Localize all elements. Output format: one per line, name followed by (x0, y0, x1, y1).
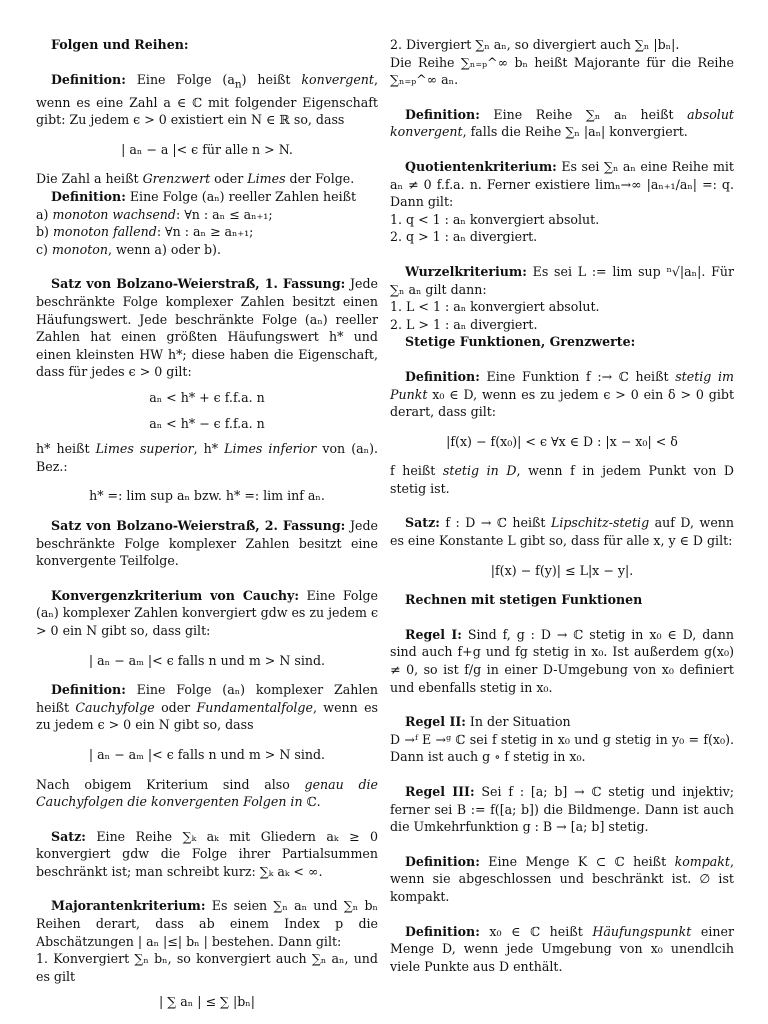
text-span: , wenn es eine Zahl a ∈ ℂ mit folgender Eigenschaft gibt: Zu jedem ϵ > 0 existiert ein N ∈ ℝ so, dass (36, 71, 378, 128)
formula-majorante: | ∑ aₙ | ≤ ∑ |bₙ| (159, 994, 255, 1010)
definition-cauchyfolge (36, 681, 378, 734)
wurz-item-2: 2. L > 1 : aₙ divergiert. (390, 316, 538, 332)
text-span: Fundamentalfolge (196, 699, 313, 715)
definition-kompakt (390, 853, 734, 906)
regel-2-body: D →ᶠ E →ᵍ ℂ sei f stetig in x₀ und g stetig in y₀ = f(x₀). Dann ist auch g ∘ f stetig in x₀. (390, 731, 734, 765)
keyword: Limes (247, 171, 286, 187)
text-span: b) (36, 224, 53, 240)
text-span: , h* (193, 441, 225, 457)
text-span: Limes superior (95, 441, 194, 457)
definition-konvergent: Definition: Eine Folge $(a_n)$ heißt konvergent, wenn es eine Zahl a ∈ ℂ mit folgender Eigenschaft gibt: Zu jedem ϵ > 0 existiert ein N ∈ ℝ so, dass (36, 71, 378, 128)
text-span: , wenn es zu jedem ϵ > 0 ein N gibt so, dass (36, 699, 378, 733)
text-span: f : D → ℂ heißt (439, 515, 551, 531)
text-span: Limes inferior (224, 441, 317, 457)
text-span: von (aₙ). Bez.: (36, 441, 378, 474)
theorem-label: Satz: (405, 515, 440, 531)
wurzelkriterium (390, 263, 734, 298)
stetig-in-d-text (390, 462, 734, 497)
text-span: h* heißt (36, 441, 96, 457)
limes-text (36, 440, 378, 475)
text-span: Es seien ∑ₙ aₙ und ∑ₙ bₙ Reihen derart, dass ab einem Index p die Abschätzungen | aₙ |≤| bₙ | bestehen. Dann gilt: (36, 898, 378, 949)
text-span: , wenn sie abgeschlossen und beschränkt ist. ∅ ist kompakt. (390, 853, 734, 904)
text-span: stetig im Punkt (390, 368, 734, 402)
text-span: kompakt (674, 853, 730, 869)
text-span: ) heißt (241, 71, 302, 87)
formula-lipschitz: |f(x) − f(y)| ≤ L|x − y|. (490, 562, 634, 578)
text-span: Eine Funktion f :→ ℂ heißt (479, 368, 676, 384)
quot-item-1: 1. q < 1 : aₙ konvergiert absolut. (390, 211, 600, 227)
wurz-item-1: 1. L < 1 : aₙ konvergiert absolut. (390, 299, 600, 315)
majorante-item-2: 2. Divergiert ∑ₙ aₙ, so divergiert auch ∑ₙ |bₙ|. (390, 37, 680, 52)
theorem-label: Satz von Bolzano-Weierstraß, 2. Fassung: (51, 517, 346, 533)
definition-label: Definition: (405, 853, 480, 869)
regel-2 (390, 713, 734, 731)
definition-label: Definition: (405, 923, 480, 939)
rule-label: Regel III: (405, 784, 475, 799)
rule-label: Regel I: (405, 626, 462, 642)
text-span: : ∀n : aₙ ≤ aₙ₊₁; (175, 206, 273, 222)
theorem-label: Satz von Bolzano-Weierstraß, 1. Fassung: (51, 276, 346, 292)
text-span: Die Zahl a heißt (36, 171, 143, 187)
text-span: Jede beschränkte Folge komplexer Zahlen besitzt eine konvergente Teilfolge. (36, 517, 378, 569)
text-span: Eine Folge (a (125, 71, 235, 87)
rule-label: Regel II: (405, 714, 466, 730)
text-span: Es sei L := lim sup ⁿ√|aₙ|. Für ∑ₙ aₙ gilt dann: (390, 263, 734, 297)
definition-label: Definition: (51, 71, 126, 87)
text-span: c) (36, 241, 52, 257)
definition-haeufungspunkt (390, 923, 734, 976)
section-title-stetig (390, 333, 734, 351)
regel-3 (390, 783, 734, 836)
theorem-label: Quotientenkriterium: (405, 158, 557, 174)
text-span: einer Menge D, wenn jede Umgebung von x₀ unendlcih viele Punkte aus D enthält. (390, 923, 734, 974)
text-span: monoton (51, 241, 108, 257)
satz-partialsummen (36, 828, 378, 881)
section-title-rechnen (390, 591, 734, 609)
text-span: Eine Folge (aₙ) reeller Zahlen heißt (125, 189, 357, 205)
definition-label: Definition: (405, 106, 480, 122)
keyword: Grenzwert (142, 171, 211, 187)
definition-label: Definition: (51, 682, 126, 698)
text-span: x₀ ∈ ℂ heißt (479, 923, 593, 939)
definition-stetig (390, 368, 734, 421)
text-span: Eine Folge (aₙ) komplexer Zahlen heißt (36, 682, 378, 715)
formula-cauchy: | aₙ − aₘ |< ϵ falls n und m > N sind. (88, 652, 326, 668)
text-span: Sind f, g : D → ℂ stetig in x₀ ∈ D, dann sind auch f+g und fg stetig in x₀. Ist außerdem g(x₀) ≠ 0, so ist f/g in einer D-Umgebung von x₀ definiert und ebenfalls stetig in x₀. (390, 626, 734, 695)
text-span: ℂ. (302, 794, 321, 810)
majorante-definition: Die Reihe ∑ₙ₌ₚ^∞ bₙ heißt Majorante für die Reihe ∑ₙ₌ₚ^∞ aₙ. (390, 54, 734, 88)
text-span: stetig in D (442, 463, 517, 479)
text-span: absolut konvergent (390, 106, 734, 140)
text-span: der Folge. (285, 171, 355, 187)
text-span: x₀ ∈ D, wenn es zu jedem ϵ > 0 ein δ > 0 gibt derart, dass gilt: (390, 386, 734, 420)
text-span: , wenn a) oder b). (107, 241, 221, 257)
theorem-label: Majorantenkriterium: (51, 898, 206, 914)
text-span: Jede beschränkte Folge komplexer Zahlen besitzt einen Häufungswert. Jede beschränkte Folge (aₙ) reeller Zahlen hat einen größten Häufungswert h* und einen kleinsten HW h*; diese haben die Eigenschaft, dass für jedes ϵ > 0 gilt: (36, 276, 378, 380)
definition-monoton (36, 188, 378, 206)
grenzwert-text (36, 170, 378, 188)
text-span: , wenn f in jedem Punkt von D stetig ist. (390, 463, 735, 496)
list-item-b (36, 223, 378, 241)
text-span: a) (36, 206, 53, 222)
formula-cauchyfolge: | aₙ − aₘ |< ϵ falls n und m > N sind. (88, 746, 326, 762)
section-title-text: Rechnen mit stetigen Funktionen (405, 592, 643, 608)
majorantenkriterium (36, 897, 378, 950)
list-item-a (36, 206, 378, 224)
text-span: , falls die Reihe ∑ₙ |aₙ| konvergiert. (462, 124, 688, 140)
text-span: Häufungspunkt (592, 923, 692, 939)
text-span: monoton fallend (52, 224, 157, 240)
formula-lim-notation: h* =: lim sup aₙ bzw. h* =: lim inf aₙ. (89, 488, 325, 504)
text-span: Eine Reihe ∑ₙ aₙ heißt (479, 106, 688, 122)
text-span: : ∀n : aₙ ≥ aₙ₊₁; (156, 224, 254, 240)
text-span: Eine Reihe ∑ₖ aₖ mit Gliedern aₖ ≥ 0 konvergiert gdw die Folge ihrer Partialsummen beschränkt ist; man schreibt kurz: ∑ₖ aₖ < ∞. (36, 828, 378, 879)
text-span: Lipschitz-stetig (550, 515, 650, 531)
list-item-c (36, 241, 378, 259)
cauchy-kriterium (36, 587, 378, 640)
text-span: Nach obigem Kriterium sind also (36, 776, 305, 792)
definition-absolut (390, 106, 734, 141)
text-span: Cauchyfolge (75, 699, 155, 715)
satz-bolzano-1 (36, 275, 378, 381)
text-span: auf D, wenn es eine Konstante L gibt so, dass für alle x, y ∈ D gilt: (390, 515, 734, 549)
theorem-label: Konvergenzkriterium von Cauchy: (51, 587, 299, 603)
text-span: oder (210, 171, 248, 187)
satz-lipschitz (390, 514, 734, 549)
definition-label: Definition: (51, 189, 126, 205)
section-title-folgen (36, 36, 378, 54)
text-span: Eine Folge (aₙ) komplexer Zahlen konvergiert gdw es zu jedem ϵ > 0 ein N gibt so, dass gilt: (36, 587, 379, 638)
text-span: f heißt (390, 463, 443, 479)
quotientenkriterium (390, 158, 734, 211)
formula-liminf: aₙ < h* − ϵ f.f.a. n (149, 415, 265, 431)
regel-1 (390, 626, 734, 696)
right-column (390, 36, 734, 975)
left-column (36, 36, 378, 1019)
satz-bolzano-2 (36, 517, 378, 570)
quot-item-2: 2. q > 1 : aₙ divergiert. (390, 229, 538, 245)
keyword: konvergent (301, 71, 374, 87)
formula-limsup: aₙ < h* + ϵ f.f.a. n (149, 390, 265, 406)
text-span: Sei f : [a; b] → ℂ stetig und injektiv; ferner sei B := f([a; b]) die Bildmenge. Dann ist auch die Umkehrfunktion g : B → [a; b] stetig. (390, 784, 734, 835)
formula-konvergenz: | aₙ − a |< ϵ für alle n > N. (121, 141, 293, 157)
majorante-item-1: 1. Konvergiert ∑ₙ bₙ, so konvergiert auch ∑ₙ aₙ, und es gilt (36, 951, 378, 984)
theorem-label: Satz: (51, 828, 86, 844)
text-span: oder (154, 699, 197, 715)
cauchy-remark (36, 776, 378, 811)
text-span: Es sei ∑ₙ aₙ eine Reihe mit aₙ ≠ 0 f.f.a. n. Ferner existiere limₙ→∞ |aₙ₊₁/aₙ| =: q. Dann gilt: (390, 158, 734, 210)
text-span: In der Situation (465, 714, 571, 730)
section-title-text: Folgen und Reihen: (51, 37, 189, 52)
definition-label: Definition: (405, 368, 480, 384)
text-span: genau die Cauchyfolgen die konvergenten Folgen in (36, 776, 378, 810)
section-title-text: Stetige Funktionen, Grenzwerte: (405, 334, 636, 350)
theorem-label: Wurzelkriterium: (405, 263, 527, 279)
text-span: Eine Menge K ⊂ ℂ heißt (479, 853, 675, 869)
text-span: monoton wachsend (52, 206, 176, 222)
formula-stetig: |f(x) − f(x₀)| < ϵ ∀x ∈ D : |x − x₀| < δ (446, 433, 678, 449)
